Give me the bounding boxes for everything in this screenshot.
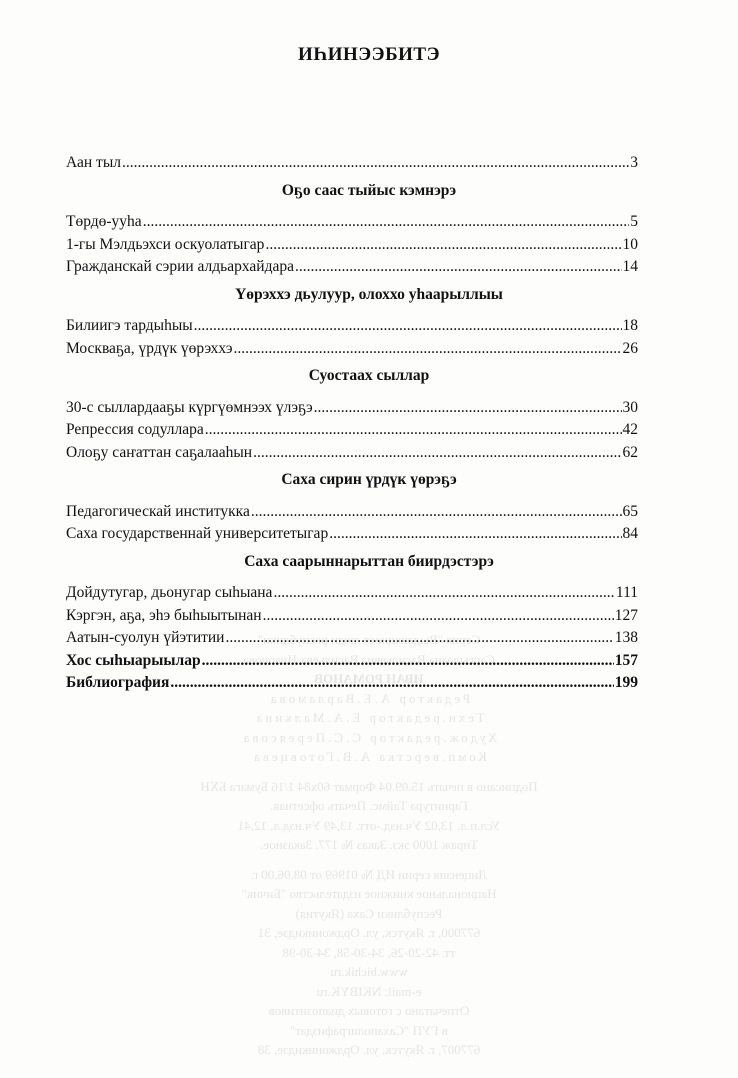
toc-entry-page: 127 [614,606,638,624]
toc-entry[interactable] [66,397,638,420]
toc-entry-intro[interactable] [66,152,638,175]
toc-leader-dots [314,397,622,420]
imprint-signed: Подписано в печать 15.09.04 Формат 60x84 1/16 Бумага БХН [200,778,538,794]
toc-entry[interactable] [66,523,638,546]
toc-entry[interactable] [66,338,638,361]
imprint-run: Тираж 1000 экз. Заказ № 177. Заказное. [260,837,478,852]
imprint-license: Лицензия серии ИД № 01969 от 08.06.00 г. [250,866,488,882]
toc-entry[interactable] [66,211,638,234]
imprint-phones: тт. 42-20-26, 34-30-58, 34-30-98 [282,944,456,960]
toc-leader-dots [225,627,613,650]
toc-entry[interactable] [66,582,638,605]
toc-entry-page: 84 [622,525,638,542]
toc-leader-dots [251,501,622,524]
toc-entry-appendices[interactable] [66,650,638,673]
imprint-sheets: Усл.п.л. 13,02 Уч.изд.-отт. 13,49 Уч.изд.л. 12,41 [237,817,501,833]
toc-leader-dots [122,152,629,175]
imprint-printer: в ГУП "Сахаполиграфиздат" [289,1022,449,1038]
toc-leader-dots [263,605,614,628]
toc-entry-label: Педагогическай институкка [66,502,250,520]
toc-leader-dots [202,650,614,673]
imprint-email: e-mail: NKIBYK.ru [316,983,422,999]
toc-entry-page: 111 [615,584,638,601]
toc-entry-page: 138 [614,629,638,646]
toc-entry-label: Гражданскай сэрии алдьархайдара [66,258,294,275]
toc-entry[interactable] [66,627,638,650]
toc-leader-dots [143,211,630,234]
toc-section-heading-3: Суостаах сыллар [308,367,430,384]
imprint-editor: Редактор А.Е.Варламова [267,690,471,706]
toc-entry-page: 30 [622,398,638,416]
toc-leader-dots [253,442,621,465]
toc-section-heading-1: Оҕо саас тыйыс кэмнэрэ [281,181,457,199]
toc-entry-label: Репрессия содуллара [66,421,204,438]
imprint-layout: Комп.верстка А.В.Готовцева [251,749,487,764]
toc-leader-dots [234,338,622,361]
imprint-compiler: Саргыдаана Васильевна Васильева-Никонова [243,651,495,667]
toc-entry-label: Аатын-суолун үйэтитии [66,629,225,646]
toc-leader-dots [295,256,622,279]
toc-entry-label: Билиигэ тардыһыы [66,317,193,334]
toc-entry-label: Төрдө-ууһа [66,213,142,230]
toc-entry-label: 30-с сыллардааҕы күргүөмнээх үлэҕэ [66,398,313,416]
imprint-site: www.bichik.ru [330,964,408,979]
imprint-art-editor: Худож.редактор С.С.Переясова [240,729,498,745]
toc-entry-page: 62 [622,443,638,461]
imprint-printer-address: 677007, г. Якутск, ул. Орджоникидзе, 38 [257,1042,481,1057]
toc-entry-page: 10 [622,235,638,253]
toc-entry-page: 157 [614,651,638,669]
toc-entry[interactable] [66,501,638,524]
toc-entry-page: 199 [614,674,638,691]
imprint-publisher: Национальное книжное издательство "Бичик" [241,886,497,901]
toc-entry[interactable] [66,442,638,465]
toc-entry-label: Кэргэн, аҕа, эһэ быһыытынан [66,606,262,624]
toc-entry[interactable] [66,315,638,338]
toc-entry-label: Библиография [66,674,170,691]
toc-entry-page: 26 [622,339,638,357]
imprint-printed-note: Отпечатано с готовых диапозитивов [268,1003,470,1018]
toc-entry[interactable] [66,605,638,628]
toc-entry-page: 18 [622,317,638,334]
imprint-address: 677000, г. Якутск, ул. Орджоникидзе, 31 [257,925,481,940]
page-title: ИҺИНЭЭБИТЭ [298,44,440,65]
toc-entry-page: 14 [622,258,638,275]
imprint-republic: Республики Саха (Якутия) [295,905,443,921]
toc-entry-page: 5 [630,213,638,230]
toc-leader-dots [265,234,621,257]
toc-leader-dots [170,672,613,695]
toc-entry-page: 65 [622,502,638,520]
toc-leader-dots [194,315,622,338]
toc-entry-label: Саха государственнай университетыгар [66,525,329,542]
toc-leader-dots [329,523,621,546]
toc-entry-label: Москваҕа, үрдүк үөрэххэ [66,339,233,357]
toc-entry-label: Дойдутугар, дьонугар сыһыана [66,584,273,601]
toc-entry[interactable] [66,234,638,257]
toc-leader-dots [205,419,622,442]
toc-entry-page: 3 [630,154,638,171]
imprint-typeface: Гарнитура Таймс. Печать офсетная. [270,798,468,813]
toc-section-heading-5: Саха саарыннарыттан биирдэстэрэ [244,552,494,570]
toc-entry-bibliography[interactable] [66,672,638,695]
imprint-name: ИВАН РОМАНОВ [314,671,424,686]
toc-entry-label: Олоҕу саҥаттан саҕалааһын [66,443,253,461]
toc-section-heading-4: Саха сирин үрдүк үөрэҕэ [281,471,457,488]
toc-entry-label: Аан тыл [66,154,121,171]
toc-leader-dots [273,582,614,605]
toc-entry[interactable] [66,419,638,442]
imprint-series: Серия "Выдающиеся люди республики" [257,632,481,647]
toc-entry[interactable] [66,256,638,279]
table-of-contents [66,152,638,695]
toc-entry-page: 42 [622,421,638,438]
toc-section-heading-2: Үөрэххэ дьулуур, олоххо уһаарыллыы [235,285,503,303]
toc-entry-label: 1-гы Мэлдьэхси оскуолатыгар [66,235,265,253]
toc-entry-label: Хос сыһыарыылар [66,651,201,669]
imprint-tech-editor: Техн.редактор Е.А.Малкина [253,710,485,725]
